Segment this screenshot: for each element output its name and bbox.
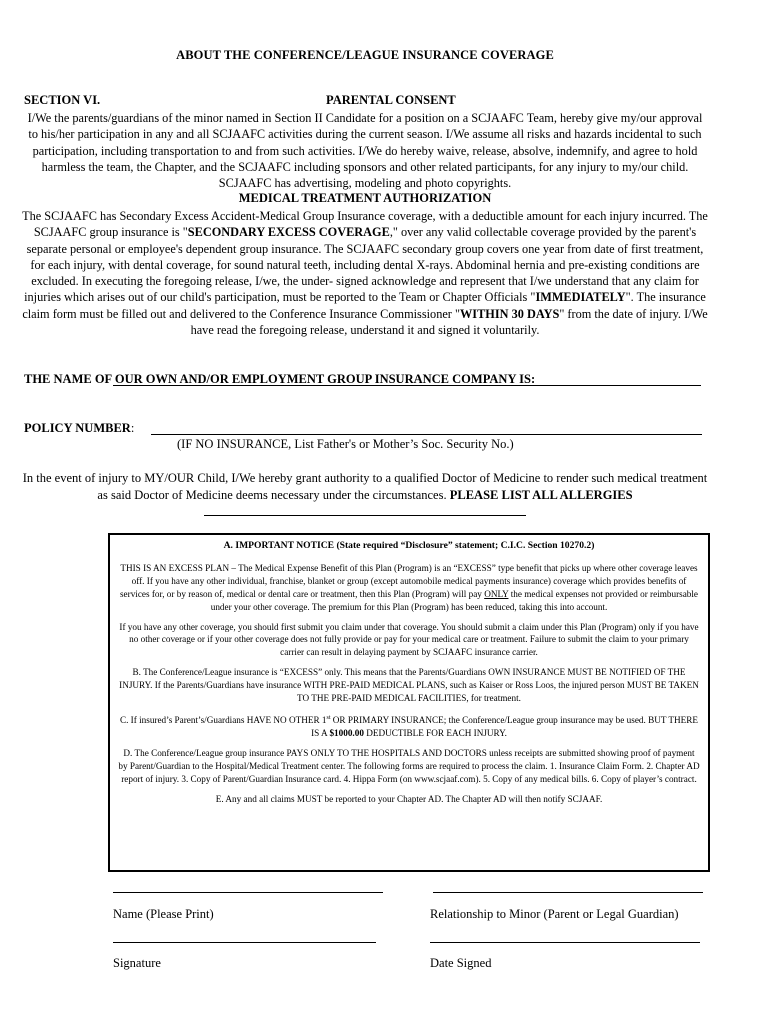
policy-number-note: (IF NO INSURANCE, List Father's or Mother’s Soc. Security No.) bbox=[177, 437, 514, 451]
notice-superscript: st bbox=[326, 714, 331, 721]
notice-text: the medical expenses not provided or reimbursable under your other coverage. The premium for this Plan (Program) has been reduced, taking this into account. bbox=[210, 588, 699, 612]
name-field[interactable] bbox=[113, 892, 383, 893]
notice-text: DEDUCTIBLE FOR EACH INJURY. bbox=[363, 727, 507, 738]
allergies-label: PLEASE LIST ALL ALLERGIES bbox=[449, 487, 633, 502]
medical-bold-part: WITHIN 30 DAYS bbox=[460, 306, 560, 321]
notice-paragraph bbox=[118, 712, 700, 740]
medical-authorization-text bbox=[22, 208, 708, 338]
important-notice-box bbox=[108, 533, 710, 872]
notice-text: OR PRIMARY INSURANCE; the Conference/League group insurance may be used. BUT THERE IS A bbox=[311, 715, 699, 738]
medical-bold-part: SECONDARY EXCESS COVERAGE bbox=[187, 225, 390, 240]
notice-paragraph: If you have any other coverage, you should first submit you claim under that coverage. You should submit a claim under this Plan (Program) only if you have no other coverage or if your other coverage does not fully provide or pay for your medical care or treatment. Failure to submit the claim to your primary carrier can result in delaying payment by SCJAAFC insurance carrier. bbox=[119, 621, 699, 658]
notice-paragraph: B. The Conference/League insurance is “EXCESS” only. This means that the Parents/Guardians OWN INSURANCE MUST BE NOTIFIED OF THE INJURY. If the Parents/Guardians have insurance WITH PRE-PAID MEDICAL PLANS, such as Kaiser or Ross Loos, the injured person MUST BE TAKEN TO THE PRE-PAID MEDICAL FACILITIES, for treatment. bbox=[119, 667, 699, 704]
policy-number-field[interactable] bbox=[151, 434, 702, 435]
authority-text: In the event of injury to MY/OUR Child, I/We hereby grant authority to a qualified Doctor of Medicine to render such medical treatment as said Doctor of Medicine deems necessary under the circumstances. bbox=[22, 471, 708, 502]
section-number: SECTION VI. bbox=[24, 93, 101, 107]
allergies-field[interactable] bbox=[204, 503, 526, 516]
name-label: Name (Please Print) bbox=[113, 907, 214, 921]
notice-paragraph bbox=[118, 562, 700, 614]
treatment-authority-text bbox=[22, 470, 708, 521]
relationship-label: Relationship to Minor (Parent or Legal Guardian) bbox=[430, 907, 679, 921]
insurance-company-label: THE NAME OF OUR OWN AND/OR EMPLOYMENT GROUP INSURANCE COMPANY IS: bbox=[24, 372, 536, 386]
notice-bold: $1000.00 bbox=[329, 727, 364, 738]
signature-label: Signature bbox=[113, 956, 161, 970]
medical-authorization-heading: MEDICAL TREATMENT AUTHORIZATION bbox=[238, 191, 492, 205]
medical-text-part: " from the date of injury. I/We have read the foregoing release, understand it and signed it voluntarily. bbox=[190, 306, 708, 338]
policy-label-text: POLICY NUMBER bbox=[24, 421, 131, 435]
medical-text-part: The SCJAAFC has Secondary Excess Accident-Medical Group Insurance coverage, with a deductible amount for each injury incurred. The SCJAAFC group insurance is " bbox=[22, 209, 708, 240]
relationship-field[interactable] bbox=[433, 892, 703, 893]
page-title: ABOUT THE CONFERENCE/LEAGUE INSURANCE COVERAGE bbox=[176, 48, 554, 62]
notice-underline: ONLY bbox=[484, 588, 509, 599]
medical-text-part: ," over any valid collectable coverage provided by the parent's separate personal or employee's dependent group insurance. The SCJAAFC secondary group covers one year from date of first treatment, for each injury, with dental coverage, for sound natural teeth, including dental X-rays. Abdominal hernia and pre-existing conditions are excluded. In executing the foregoing release, I/we, the under- signed acknowledge and represent that I/we understand that any claim for injuries which arises out of our child's participation, must be reported to the Team or Chapter Officials " bbox=[24, 225, 704, 305]
medical-text-part: ". The insurance claim form must be filled out and delivered to the Conference Insurance Commissioner " bbox=[22, 290, 706, 321]
notice-paragraph: D. The Conference/League group insurance PAYS ONLY TO THE HOSPITALS AND DOCTORS unless receipts are submitted showing proof of payment by Parent/Guardian to the Hospital/Medical Treatment center. The following forms are required to process the claim. 1. Insurance Claim Form. 2. Chapter AD report of injury. 3. Copy of Parent/Guardian Insurance card. 4. Hippa Form (on www.scjaaf.com). 5. Copy of any medical bills. 6. Copy of player’s contract. bbox=[118, 747, 700, 784]
policy-colon: : bbox=[130, 421, 135, 435]
signature-field[interactable] bbox=[113, 942, 376, 943]
parental-consent-text: I/We the parents/guardians of the minor named in Section II Candidate for a position on a SCJAAFC Team, hereby give my/our approval to his/her participation in any and all SCJAAFC activities during the current season. I/We assume all risks and hazards incidental to such participation, including transportation to and from such activities. I/We do hereby waive, release, absolve, indemnify, and agree to hold harmless the team, the Chapter, and the SCJAAFC including sponsors and other related participants, for any injury to my/our child. SCJAAFC has advertising, modeling and photo copyrights. bbox=[27, 111, 703, 191]
section-heading: PARENTAL CONSENT bbox=[326, 93, 456, 107]
policy-number-label bbox=[24, 421, 134, 436]
notice-heading: A. IMPORTANT NOTICE (State required “Disclosure” statement; C.I.C. Section 10270.2) bbox=[223, 540, 595, 551]
notice-text: THIS IS AN EXCESS PLAN – The Medical Expense Benefit of this Plan (Program) is an “EXCESS” type benefit that picks up where other coverage leaves off. If you have any other individual, franchise, blanket or group (except automobile medical payments insurance) coverage which provides benefits of services for, or by reason of, medical or dental care or treatment, then this Plan (Program) will pay bbox=[119, 562, 698, 599]
insurance-company-field[interactable] bbox=[113, 385, 701, 386]
notice-paragraph: E. Any and all claims MUST be reported to your Chapter AD. The Chapter AD will then notify SCJAAF. bbox=[215, 793, 603, 804]
medical-bold-part: IMMEDIATELY bbox=[535, 290, 626, 305]
date-label: Date Signed bbox=[430, 956, 492, 970]
notice-text: C. If insured’s Parent’s/Guardians HAVE NO OTHER 1 bbox=[119, 715, 327, 726]
date-field[interactable] bbox=[430, 942, 700, 943]
